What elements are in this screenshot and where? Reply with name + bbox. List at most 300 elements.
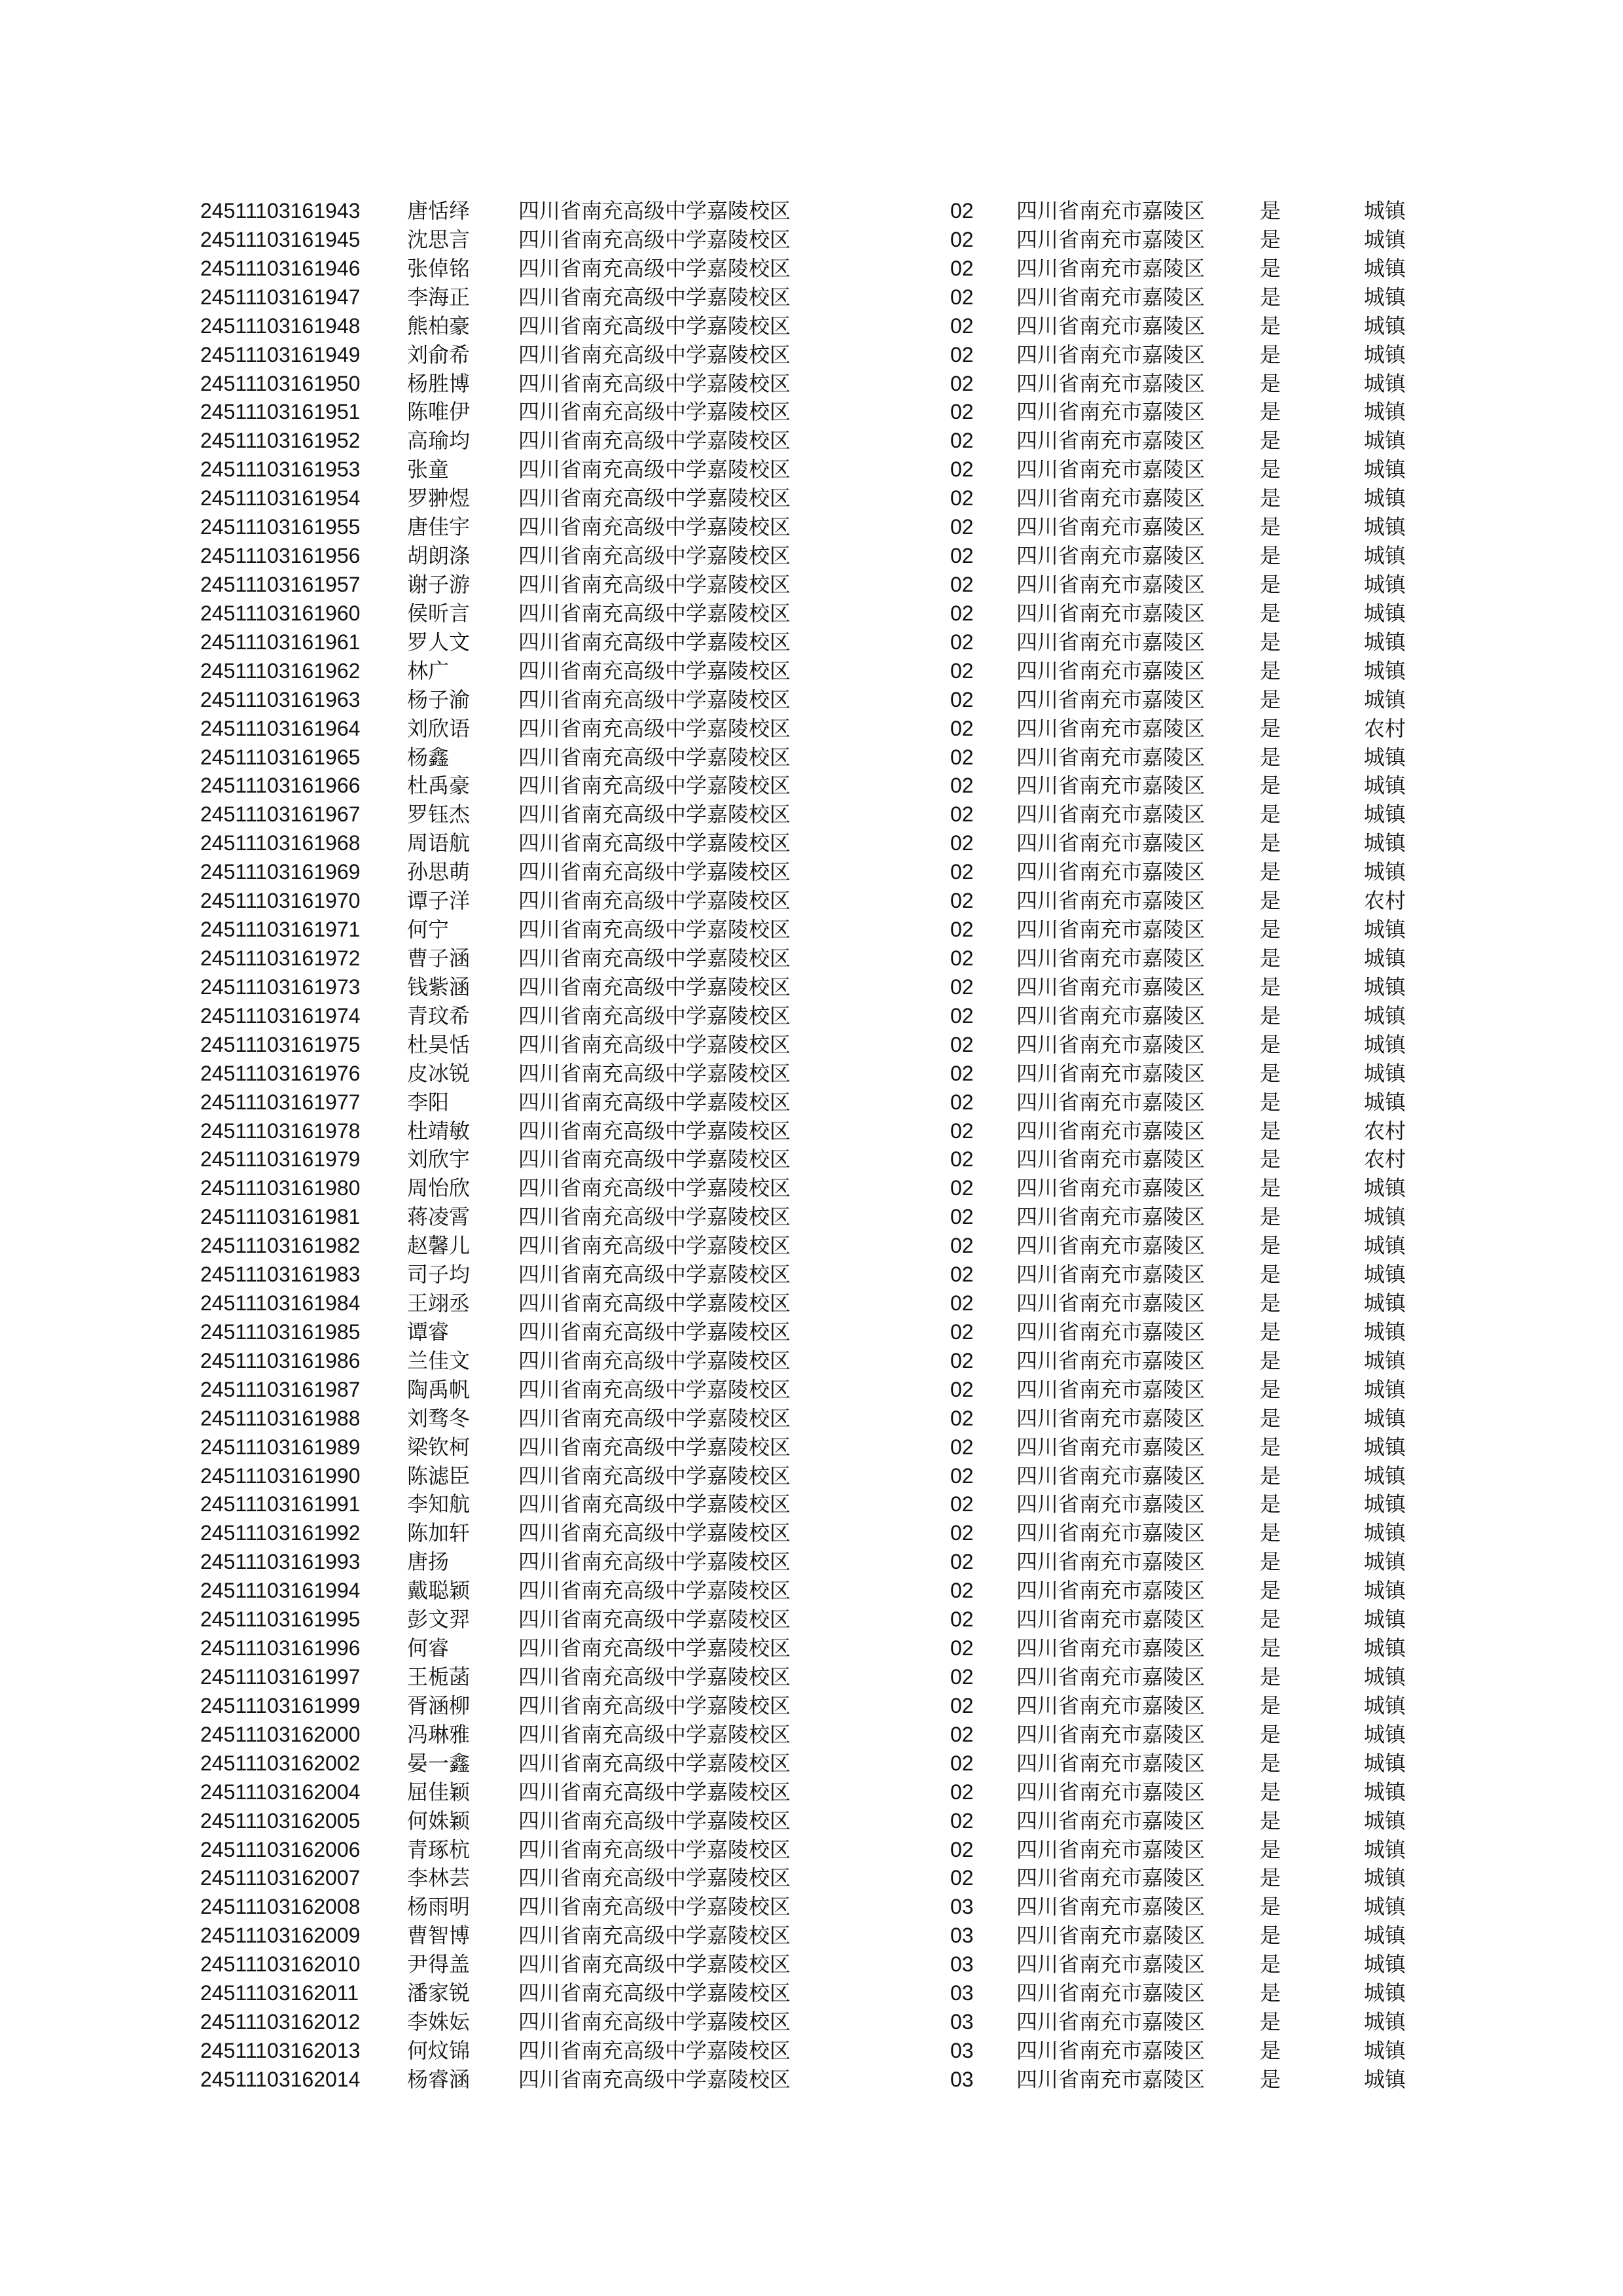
table-row	[0, 283, 1623, 312]
region-cell: 四川省南充市嘉陵区	[1016, 1607, 1205, 1632]
class-code-cell: 02	[950, 429, 974, 453]
exam-number-cell: 24511103161987	[200, 1377, 361, 1401]
school-cell: 四川省南充高级中学嘉陵校区	[518, 1032, 791, 1056]
student-name-cell: 张倬铭	[407, 256, 471, 280]
school-cell: 四川省南充高级中学嘉陵校区	[518, 256, 791, 280]
table-row	[0, 1059, 1623, 1088]
household-type-cell: 农村	[1364, 1147, 1406, 1172]
household-type-cell: 城镇	[1364, 457, 1406, 482]
school-cell: 四川省南充高级中学嘉陵校区	[518, 400, 791, 424]
household-type-cell: 城镇	[1364, 2039, 1406, 2062]
exam-number-cell: 24511103161976	[200, 1061, 361, 1085]
exam-number-cell: 24511103162002	[200, 1751, 361, 1775]
table-row	[0, 2007, 1623, 2036]
table-row	[0, 1433, 1623, 1462]
student-name-cell: 周怡欣	[407, 1176, 471, 1200]
status-flag-cell: 是	[1260, 1032, 1281, 1056]
region-cell: 四川省南充市嘉陵区	[1016, 687, 1205, 711]
student-name-cell: 李姝妘	[407, 2010, 471, 2034]
exam-number-cell: 24511103161996	[200, 1636, 361, 1660]
class-code-cell: 02	[950, 658, 974, 683]
student-name-cell: 刘欣语	[407, 716, 471, 740]
exam-number-cell: 24511103161997	[200, 1665, 361, 1689]
region-cell: 四川省南充市嘉陵区	[1016, 802, 1205, 827]
household-type-cell: 农村	[1364, 716, 1406, 740]
exam-number-cell: 24511103162011	[200, 1981, 359, 2005]
region-cell: 四川省南充市嘉陵区	[1016, 946, 1205, 970]
table-row	[0, 225, 1623, 254]
school-cell: 四川省南充高级中学嘉陵校区	[518, 1492, 791, 1516]
status-flag-cell: 是	[1260, 716, 1281, 740]
status-flag-cell: 是	[1260, 2039, 1281, 2062]
region-cell: 四川省南充市嘉陵区	[1016, 2067, 1205, 2091]
class-code-cell: 02	[950, 1607, 974, 1632]
school-cell: 四川省南充高级中学嘉陵校区	[518, 889, 791, 913]
class-code-cell: 02	[950, 860, 974, 884]
status-flag-cell: 是	[1260, 1607, 1281, 1632]
household-type-cell: 城镇	[1364, 1521, 1406, 1545]
student-name-cell: 何姝颖	[407, 1808, 471, 1833]
class-code-cell: 02	[950, 1492, 974, 1516]
region-cell: 四川省南充市嘉陵区	[1016, 1032, 1205, 1056]
table-row	[0, 1547, 1623, 1576]
class-code-cell: 02	[950, 1032, 974, 1056]
exam-number-cell: 24511103161971	[200, 918, 361, 942]
household-type-cell: 城镇	[1364, 1463, 1406, 1488]
exam-number-cell: 24511103161968	[200, 831, 361, 855]
region-cell: 四川省南充市嘉陵区	[1016, 1119, 1205, 1143]
class-code-cell: 02	[950, 1866, 974, 1890]
household-type-cell: 城镇	[1364, 1866, 1406, 1890]
table-row	[0, 1691, 1623, 1720]
status-flag-cell: 是	[1260, 314, 1281, 338]
status-flag-cell: 是	[1260, 1319, 1281, 1344]
table-row	[0, 656, 1623, 685]
region-cell: 四川省南充市嘉陵区	[1016, 1895, 1205, 1919]
status-flag-cell: 是	[1260, 658, 1281, 683]
school-cell: 四川省南充高级中学嘉陵校区	[518, 544, 791, 568]
exam-number-cell: 24511103161994	[200, 1579, 361, 1603]
school-cell: 四川省南充高级中学嘉陵校区	[518, 1808, 791, 1833]
class-code-cell: 02	[950, 1579, 974, 1603]
region-cell: 四川省南充市嘉陵区	[1016, 1924, 1205, 1948]
household-type-cell: 城镇	[1364, 1636, 1406, 1660]
class-code-cell: 02	[950, 1463, 974, 1488]
household-type-cell: 城镇	[1364, 1808, 1406, 1833]
class-code-cell: 02	[950, 1234, 974, 1258]
class-code-cell: 02	[950, 515, 974, 539]
exam-number-cell: 24511103161992	[200, 1521, 361, 1545]
class-code-cell: 02	[950, 314, 974, 338]
status-flag-cell: 是	[1260, 975, 1281, 999]
exam-number-cell: 24511103161947	[200, 285, 361, 309]
status-flag-cell: 是	[1260, 1377, 1281, 1401]
school-cell: 四川省南充高级中学嘉陵校区	[518, 1981, 791, 2005]
student-name-cell: 尹得盖	[407, 1952, 471, 1977]
household-type-cell: 城镇	[1364, 1952, 1406, 1977]
class-code-cell: 02	[950, 1693, 974, 1717]
exam-number-cell: 24511103161960	[200, 601, 361, 625]
region-cell: 四川省南充市嘉陵区	[1016, 314, 1205, 338]
status-flag-cell: 是	[1260, 1492, 1281, 1516]
household-type-cell: 城镇	[1364, 1176, 1406, 1200]
table-row	[0, 1490, 1623, 1518]
region-cell: 四川省南充市嘉陵区	[1016, 1147, 1205, 1172]
household-type-cell: 城镇	[1364, 1032, 1406, 1056]
table-row	[0, 800, 1623, 829]
school-cell: 四川省南充高级中学嘉陵校区	[518, 2010, 791, 2034]
exam-number-cell: 24511103161955	[200, 515, 361, 539]
student-name-cell: 兰佳文	[407, 1348, 471, 1372]
exam-number-cell: 24511103161943	[200, 199, 361, 223]
household-type-cell: 城镇	[1364, 285, 1406, 309]
exam-number-cell: 24511103161985	[200, 1319, 361, 1344]
class-code-cell: 02	[950, 1003, 974, 1028]
student-name-cell: 青琢杭	[407, 1837, 471, 1861]
status-flag-cell: 是	[1260, 946, 1281, 970]
student-roster-table	[0, 196, 1623, 2094]
region-cell: 四川省南充市嘉陵区	[1016, 1665, 1205, 1689]
student-name-cell: 罗翀煜	[407, 486, 471, 511]
table-row	[0, 340, 1623, 369]
status-flag-cell: 是	[1260, 256, 1281, 280]
student-name-cell: 王翊丞	[407, 1291, 471, 1316]
school-cell: 四川省南充高级中学嘉陵校区	[518, 1003, 791, 1028]
household-type-cell: 城镇	[1364, 831, 1406, 855]
table-row	[0, 685, 1623, 714]
status-flag-cell: 是	[1260, 831, 1281, 855]
household-type-cell: 城镇	[1364, 1234, 1406, 1258]
region-cell: 四川省南充市嘉陵区	[1016, 457, 1205, 482]
exam-number-cell: 24511103161945	[200, 227, 361, 251]
status-flag-cell: 是	[1260, 1722, 1281, 1746]
table-row	[0, 1720, 1623, 1749]
region-cell: 四川省南充市嘉陵区	[1016, 2010, 1205, 2034]
school-cell: 四川省南充高级中学嘉陵校区	[518, 1550, 791, 1574]
region-cell: 四川省南充市嘉陵区	[1016, 918, 1205, 942]
status-flag-cell: 是	[1260, 1263, 1281, 1287]
table-row	[0, 1950, 1623, 1979]
exam-number-cell: 24511103162005	[200, 1808, 361, 1833]
household-type-cell: 城镇	[1364, 1263, 1406, 1287]
school-cell: 四川省南充高级中学嘉陵校区	[518, 975, 791, 999]
student-name-cell: 戴聪颖	[407, 1579, 471, 1603]
household-type-cell: 城镇	[1364, 486, 1406, 511]
class-code-cell: 02	[950, 1147, 974, 1172]
exam-number-cell: 24511103161979	[200, 1147, 361, 1172]
exam-number-cell: 24511103161965	[200, 745, 361, 769]
school-cell: 四川省南充高级中学嘉陵校区	[518, 1234, 791, 1258]
region-cell: 四川省南充市嘉陵区	[1016, 1263, 1205, 1287]
student-name-cell: 杜禹豪	[407, 774, 471, 798]
household-type-cell: 城镇	[1364, 544, 1406, 568]
exam-number-cell: 24511103161995	[200, 1607, 361, 1632]
household-type-cell: 城镇	[1364, 515, 1406, 539]
table-row	[0, 1462, 1623, 1490]
table-row	[0, 628, 1623, 656]
student-name-cell: 曹子涵	[407, 946, 471, 970]
table-row	[0, 829, 1623, 857]
class-code-cell: 02	[950, 457, 974, 482]
household-type-cell: 城镇	[1364, 1751, 1406, 1775]
region-cell: 四川省南充市嘉陵区	[1016, 1837, 1205, 1861]
exam-number-cell: 24511103162012	[200, 2010, 361, 2034]
student-name-cell: 李林芸	[407, 1866, 471, 1890]
table-row	[0, 1404, 1623, 1433]
exam-number-cell: 24511103161988	[200, 1406, 361, 1430]
status-flag-cell: 是	[1260, 515, 1281, 539]
household-type-cell: 城镇	[1364, 371, 1406, 395]
exam-number-cell: 24511103162014	[200, 2067, 361, 2091]
region-cell: 四川省南充市嘉陵区	[1016, 227, 1205, 251]
household-type-cell: 城镇	[1364, 1348, 1406, 1372]
household-type-cell: 城镇	[1364, 1090, 1406, 1114]
class-code-cell: 03	[950, 2067, 974, 2091]
school-cell: 四川省南充高级中学嘉陵校区	[518, 515, 791, 539]
region-cell: 四川省南充市嘉陵区	[1016, 1636, 1205, 1660]
school-cell: 四川省南充高级中学嘉陵校区	[518, 1090, 791, 1114]
student-name-cell: 陈唯伊	[407, 400, 471, 424]
class-code-cell: 02	[950, 199, 974, 223]
student-name-cell: 刘欣宇	[407, 1147, 471, 1172]
region-cell: 四川省南充市嘉陵区	[1016, 1061, 1205, 1085]
table-row	[0, 1117, 1623, 1145]
exam-number-cell: 24511103162010	[200, 1952, 361, 1977]
class-code-cell: 03	[950, 1924, 974, 1948]
student-name-cell: 彭文羿	[407, 1607, 471, 1632]
school-cell: 四川省南充高级中学嘉陵校区	[518, 745, 791, 769]
school-cell: 四川省南充高级中学嘉陵校区	[518, 1521, 791, 1545]
table-row	[0, 1835, 1623, 1864]
student-name-cell: 杨雨明	[407, 1895, 471, 1919]
school-cell: 四川省南充高级中学嘉陵校区	[518, 457, 791, 482]
class-code-cell: 02	[950, 630, 974, 654]
class-code-cell: 02	[950, 486, 974, 511]
exam-number-cell: 24511103161978	[200, 1119, 361, 1143]
status-flag-cell: 是	[1260, 601, 1281, 625]
status-flag-cell: 是	[1260, 889, 1281, 913]
school-cell: 四川省南充高级中学嘉陵校区	[518, 1319, 791, 1344]
household-type-cell: 城镇	[1364, 1579, 1406, 1603]
class-code-cell: 03	[950, 1895, 974, 1919]
class-code-cell: 03	[950, 1981, 974, 2005]
region-cell: 四川省南充市嘉陵区	[1016, 1176, 1205, 1200]
status-flag-cell: 是	[1260, 544, 1281, 568]
exam-number-cell: 24511103161970	[200, 889, 361, 913]
exam-number-cell: 24511103161949	[200, 342, 361, 367]
school-cell: 四川省南充高级中学嘉陵校区	[518, 687, 791, 711]
exam-number-cell: 24511103161966	[200, 774, 361, 798]
school-cell: 四川省南充高级中学嘉陵校区	[518, 371, 791, 395]
table-row	[0, 254, 1623, 283]
household-type-cell: 城镇	[1364, 1981, 1406, 2005]
exam-number-cell: 24511103161982	[200, 1234, 361, 1258]
school-cell: 四川省南充高级中学嘉陵校区	[518, 1119, 791, 1143]
class-code-cell: 02	[950, 544, 974, 568]
status-flag-cell: 是	[1260, 2067, 1281, 2091]
status-flag-cell: 是	[1260, 1981, 1281, 2005]
class-code-cell: 02	[950, 1636, 974, 1660]
status-flag-cell: 是	[1260, 1808, 1281, 1833]
exam-number-cell: 24511103161981	[200, 1205, 361, 1229]
exam-number-cell: 24511103161973	[200, 975, 361, 999]
class-code-cell: 02	[950, 716, 974, 740]
student-name-cell: 杨子渝	[407, 687, 471, 711]
table-row	[0, 1662, 1623, 1691]
student-name-cell: 司子均	[407, 1263, 471, 1287]
table-row	[0, 1518, 1623, 1547]
class-code-cell: 02	[950, 774, 974, 798]
student-name-cell: 唐恬绎	[407, 199, 471, 223]
status-flag-cell: 是	[1260, 1665, 1281, 1689]
status-flag-cell: 是	[1260, 1003, 1281, 1028]
table-row	[0, 1088, 1623, 1117]
region-cell: 四川省南充市嘉陵区	[1016, 1205, 1205, 1229]
school-cell: 四川省南充高级中学嘉陵校区	[518, 1952, 791, 1977]
school-cell: 四川省南充高级中学嘉陵校区	[518, 1837, 791, 1861]
status-flag-cell: 是	[1260, 371, 1281, 395]
school-cell: 四川省南充高级中学嘉陵校区	[518, 716, 791, 740]
school-cell: 四川省南充高级中学嘉陵校区	[518, 860, 791, 884]
household-type-cell: 城镇	[1364, 2067, 1406, 2091]
class-code-cell: 02	[950, 1435, 974, 1459]
table-row	[0, 1375, 1623, 1404]
region-cell: 四川省南充市嘉陵区	[1016, 716, 1205, 740]
student-name-cell: 罗人文	[407, 630, 471, 654]
student-name-cell: 杜靖敏	[407, 1119, 471, 1143]
exam-number-cell: 24511103161969	[200, 860, 361, 884]
region-cell: 四川省南充市嘉陵区	[1016, 1463, 1205, 1488]
student-name-cell: 孙思萌	[407, 860, 471, 884]
class-code-cell: 02	[950, 1751, 974, 1775]
status-flag-cell: 是	[1260, 1636, 1281, 1660]
region-cell: 四川省南充市嘉陵区	[1016, 1808, 1205, 1833]
status-flag-cell: 是	[1260, 1119, 1281, 1143]
table-row	[0, 743, 1623, 772]
table-row	[0, 1576, 1623, 1605]
class-code-cell: 02	[950, 1090, 974, 1114]
class-code-cell: 02	[950, 285, 974, 309]
region-cell: 四川省南充市嘉陵区	[1016, 1751, 1205, 1775]
school-cell: 四川省南充高级中学嘉陵校区	[518, 658, 791, 683]
table-row	[0, 1318, 1623, 1346]
class-code-cell: 03	[950, 1952, 974, 1977]
class-code-cell: 02	[950, 1837, 974, 1861]
class-code-cell: 02	[950, 1119, 974, 1143]
exam-number-cell: 24511103161999	[200, 1693, 361, 1717]
student-name-cell: 陈滤臣	[407, 1463, 471, 1488]
table-row	[0, 1749, 1623, 1778]
student-name-cell: 唐扬	[407, 1550, 450, 1574]
status-flag-cell: 是	[1260, 285, 1281, 309]
table-row	[0, 1806, 1623, 1835]
table-row	[0, 1260, 1623, 1289]
household-type-cell: 城镇	[1364, 1061, 1406, 1085]
student-name-cell: 胥涵柳	[407, 1693, 471, 1717]
exam-number-cell: 24511103161972	[200, 946, 361, 970]
school-cell: 四川省南充高级中学嘉陵校区	[518, 285, 791, 309]
status-flag-cell: 是	[1260, 774, 1281, 798]
student-name-cell: 刘俞希	[407, 342, 471, 367]
household-type-cell: 城镇	[1364, 1406, 1406, 1430]
household-type-cell: 城镇	[1364, 946, 1406, 970]
region-cell: 四川省南充市嘉陵区	[1016, 1952, 1205, 1977]
table-row	[0, 599, 1623, 628]
exam-number-cell: 24511103161984	[200, 1291, 361, 1316]
student-name-cell: 青玟希	[407, 1003, 471, 1028]
table-row	[0, 369, 1623, 398]
class-code-cell: 02	[950, 1377, 974, 1401]
status-flag-cell: 是	[1260, 457, 1281, 482]
student-name-cell: 何睿	[407, 1636, 450, 1660]
class-code-cell: 02	[950, 1263, 974, 1287]
table-row	[0, 426, 1623, 455]
region-cell: 四川省南充市嘉陵区	[1016, 1693, 1205, 1717]
student-name-cell: 谭子洋	[407, 889, 471, 913]
household-type-cell: 城镇	[1364, 918, 1406, 942]
class-code-cell: 02	[950, 687, 974, 711]
exam-number-cell: 24511103162013	[200, 2039, 361, 2062]
class-code-cell: 02	[950, 802, 974, 827]
class-code-cell: 02	[950, 1521, 974, 1545]
student-name-cell: 谭睿	[407, 1319, 450, 1344]
household-type-cell: 城镇	[1364, 1319, 1406, 1344]
table-row	[0, 397, 1623, 426]
household-type-cell: 城镇	[1364, 199, 1406, 223]
exam-number-cell: 24511103161964	[200, 716, 361, 740]
household-type-cell: 城镇	[1364, 1435, 1406, 1459]
region-cell: 四川省南充市嘉陵区	[1016, 630, 1205, 654]
status-flag-cell: 是	[1260, 918, 1281, 942]
school-cell: 四川省南充高级中学嘉陵校区	[518, 1406, 791, 1430]
status-flag-cell: 是	[1260, 1837, 1281, 1861]
class-code-cell: 03	[950, 2039, 974, 2062]
exam-number-cell: 24511103161974	[200, 1003, 361, 1028]
class-code-cell: 02	[950, 1176, 974, 1200]
household-type-cell: 城镇	[1364, 1693, 1406, 1717]
household-type-cell: 农村	[1364, 1119, 1406, 1143]
exam-number-cell: 24511103161975	[200, 1032, 361, 1056]
class-code-cell: 02	[950, 1722, 974, 1746]
household-type-cell: 城镇	[1364, 227, 1406, 251]
student-name-cell: 杜昊恬	[407, 1032, 471, 1056]
school-cell: 四川省南充高级中学嘉陵校区	[518, 1348, 791, 1372]
region-cell: 四川省南充市嘉陵区	[1016, 1377, 1205, 1401]
household-type-cell: 城镇	[1364, 774, 1406, 798]
household-type-cell: 城镇	[1364, 342, 1406, 367]
table-row	[0, 1001, 1623, 1030]
region-cell: 四川省南充市嘉陵区	[1016, 400, 1205, 424]
exam-number-cell: 24511103161963	[200, 687, 361, 711]
school-cell: 四川省南充高级中学嘉陵校区	[518, 946, 791, 970]
region-cell: 四川省南充市嘉陵区	[1016, 544, 1205, 568]
exam-number-cell: 24511103161983	[200, 1263, 361, 1287]
household-type-cell: 城镇	[1364, 1665, 1406, 1689]
table-row	[0, 1174, 1623, 1202]
class-code-cell: 02	[950, 1348, 974, 1372]
table-row	[0, 484, 1623, 512]
school-cell: 四川省南充高级中学嘉陵校区	[518, 1665, 791, 1689]
class-code-cell: 02	[950, 745, 974, 769]
student-name-cell: 杨胜博	[407, 371, 471, 395]
school-cell: 四川省南充高级中学嘉陵校区	[518, 1607, 791, 1632]
status-flag-cell: 是	[1260, 1751, 1281, 1775]
student-name-cell: 胡朗涤	[407, 544, 471, 568]
school-cell: 四川省南充高级中学嘉陵校区	[518, 2067, 791, 2091]
table-row	[0, 1979, 1623, 2007]
table-row	[0, 1346, 1623, 1375]
region-cell: 四川省南充市嘉陵区	[1016, 515, 1205, 539]
